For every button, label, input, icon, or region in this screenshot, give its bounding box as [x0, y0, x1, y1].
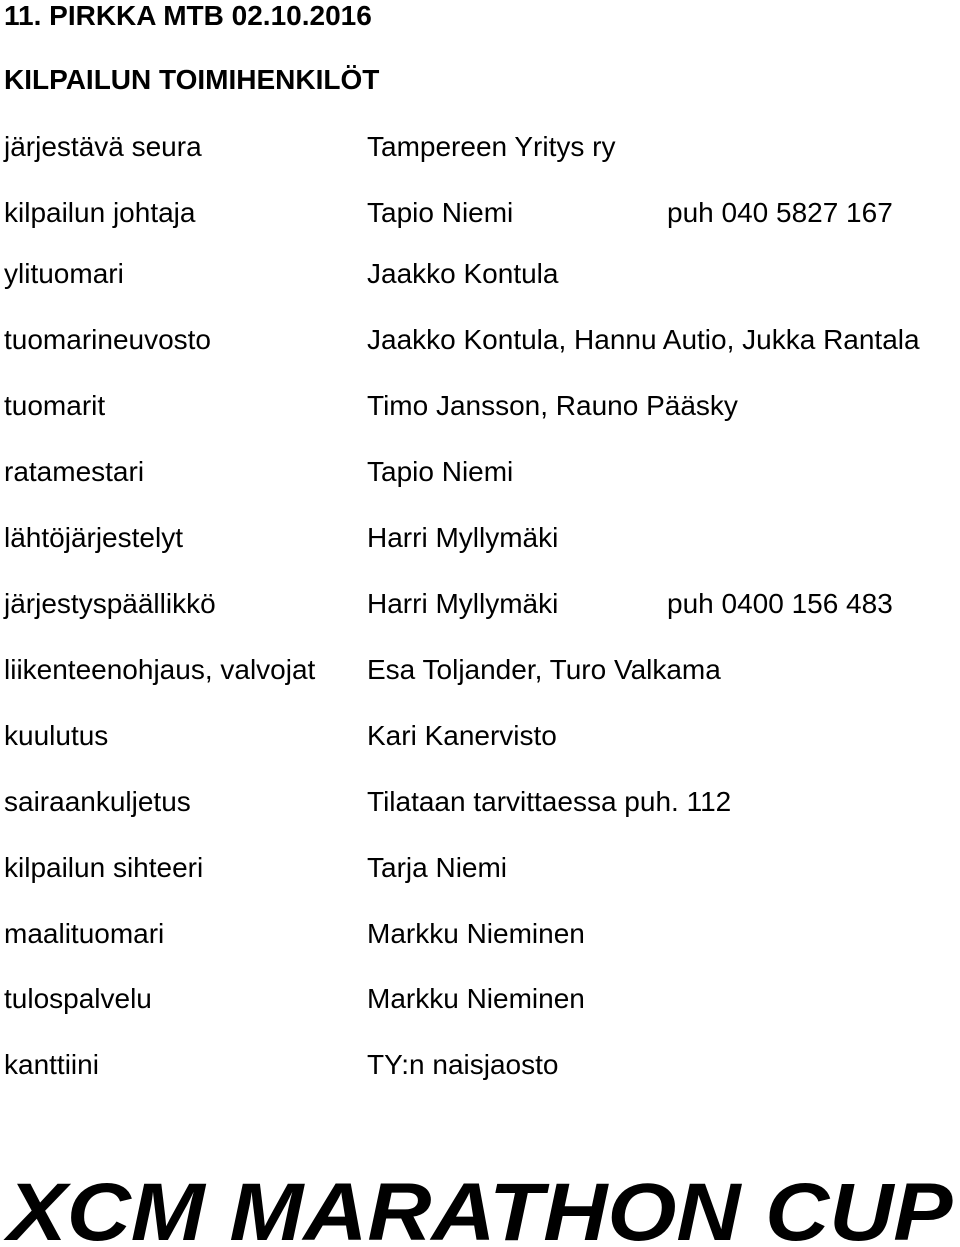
- official-name: Jaakko Kontula: [367, 258, 559, 289]
- role-label: ratamestari: [4, 456, 145, 487]
- official-name: Harri Myllymäki: [367, 522, 559, 553]
- role-label: kanttiini: [4, 1049, 99, 1080]
- role-label: sairaankuljetus: [4, 786, 191, 817]
- logo-wordmark: XCM MARATHON CUP: [3, 1174, 953, 1247]
- role-label: kilpailun johtaja: [4, 197, 196, 228]
- role-label: järjestävä seura: [4, 131, 202, 162]
- official-name: Tilataan tarvittaessa puh. 112: [367, 786, 732, 817]
- role-label: tuomarineuvosto: [4, 324, 212, 355]
- xcm-marathon-cup-logo: [0, 1174, 960, 1247]
- official-row-judges: [0, 388, 960, 424]
- official-name: Esa Toljander, Turo Valkama: [367, 654, 721, 685]
- official-row-secretary: [0, 850, 960, 886]
- phone-number: puh 040 5827 167: [667, 197, 893, 228]
- official-name: Timo Jansson, Rauno Pääsky: [367, 390, 738, 421]
- official-name: Tampereen Yritys ry: [367, 131, 616, 162]
- role-label: maalituomari: [4, 918, 165, 949]
- role-label: kilpailun sihteeri: [4, 852, 204, 883]
- official-name: Kari Kanervisto: [367, 720, 557, 751]
- official-row-finish-judge: [0, 916, 960, 952]
- official-row-course-master: [0, 454, 960, 490]
- official-name: TY:n naisjaosto: [367, 1049, 559, 1080]
- role-label: tuomarit: [4, 390, 106, 421]
- role-label: ylituomari: [4, 258, 124, 289]
- official-row-results: [0, 981, 960, 1017]
- official-row-jury: [0, 322, 960, 358]
- official-row-traffic: [0, 652, 960, 688]
- role-label: lähtöjärjestelyt: [4, 522, 183, 553]
- official-name: Jaakko Kontula, Hannu Autio, Jukka Rantala: [367, 324, 920, 355]
- official-name: Markku Nieminen: [367, 983, 585, 1014]
- official-row-organizer: [0, 129, 960, 165]
- official-row-canteen: [0, 1047, 960, 1083]
- document-title: 11. PIRKKA MTB 02.10.2016: [4, 0, 372, 31]
- section-heading: KILPAILUN TOIMIHENKILÖT: [4, 64, 380, 95]
- official-row-director: [0, 195, 960, 231]
- official-row-security-chief: [0, 586, 960, 622]
- official-name: Harri Myllymäki: [367, 588, 559, 619]
- official-row-announcer: [0, 718, 960, 754]
- official-name: Tapio Niemi: [367, 197, 514, 228]
- role-label: järjestyspäällikkö: [4, 588, 216, 619]
- official-row-ambulance: [0, 784, 960, 820]
- role-label: tulospalvelu: [4, 983, 152, 1014]
- official-name: Tarja Niemi: [367, 852, 508, 883]
- official-name: Tapio Niemi: [367, 456, 514, 487]
- role-label: liikenteenohjaus, valvojat: [4, 654, 316, 685]
- official-row-start: [0, 520, 960, 556]
- role-label: kuulutus: [4, 720, 109, 751]
- phone-number: puh 0400 156 483: [667, 588, 893, 619]
- official-name: Markku Nieminen: [367, 918, 585, 949]
- official-row-chief-judge: [0, 256, 960, 292]
